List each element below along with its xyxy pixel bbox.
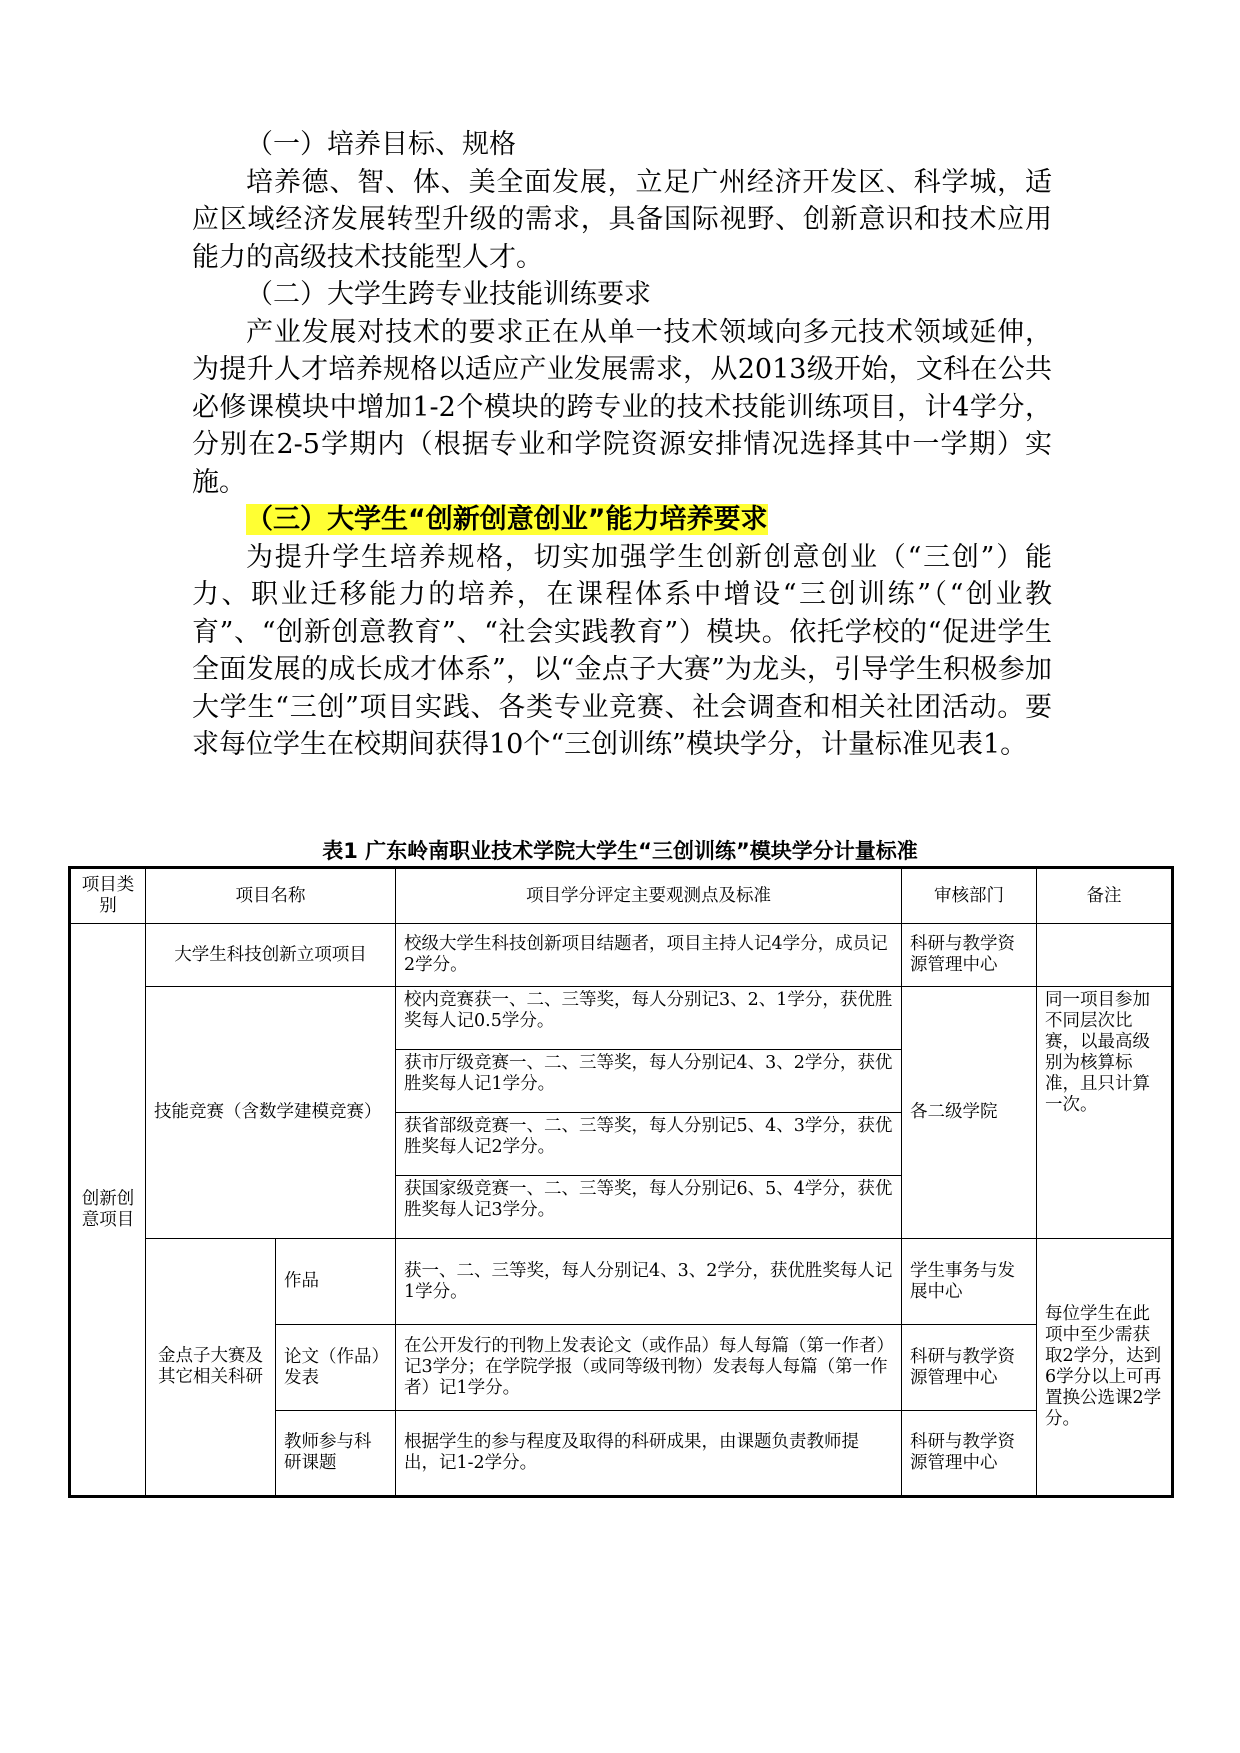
section3-paragraph: 为提升学生培养规格，切实加强学生创新创意创业（“三创”）能力、职业迁移能力的培养，在课程体系中增设“三创训练”（“创业教育”、“创新创意教育”、“社会实践教育”）模块。依托学校的“促进学生全面发展的成长成才体系”，以“金点子大赛”为龙头，引导学生积极参加大学生“三创”项目实践、各类专业竞赛、社会调查和相关社团活动。要求每位学生在校期间获得10个“三创训练”模块学分，计量标准见表1。 [192,541,1052,760]
dept-cell: 学生事务与发展中心 [902,1239,1037,1325]
note-cell: 每位学生在此项中至少需获取2学分，达到6学分以上可再置换公选课2学分。 [1037,1239,1173,1497]
criteria-cell: 校内竞赛获一、二、三等奖，每人分别记3、2、1学分，获优胜奖每人记0.5学分。 [396,987,902,1050]
header-note: 备注 [1037,868,1173,924]
section1-heading: （一）培养目标、规格 [246,129,516,160]
section2-heading: （二）大学生跨专业技能训练要求 [246,279,651,310]
dept-cell: 科研与教学资源管理中心 [902,1325,1037,1411]
note-cell [1037,924,1173,987]
project-name-cell: 大学生科技创新立项项目 [146,924,396,987]
table-row [70,1239,1173,1325]
criteria-cell: 获市厅级竞赛一、二、三等奖，每人分别记4、3、2学分，获优胜奖每人记1学分。 [396,1050,902,1113]
project-name-cell: 金点子大赛及其它相关科研 [146,1239,276,1497]
table-row [70,987,1173,1050]
section3-heading: （三）大学生“创新创意创业”能力培养要求 [246,504,768,535]
sub-project-cell: 论文（作品）发表 [276,1325,396,1411]
credit-standard-table [68,866,1174,1498]
note-cell: 同一项目参加不同层次比赛，以最高级别为核算标准，且只计算一次。 [1037,987,1173,1239]
header-name: 项目名称 [146,868,396,924]
criteria-cell: 获一、二、三等奖，每人分别记4、3、2学分，获优胜奖每人记1学分。 [396,1239,902,1325]
criteria-cell: 获国家级竞赛一、二、三等奖，每人分别记6、5、4学分，获优胜奖每人记3学分。 [396,1176,902,1239]
project-name-cell: 技能竞赛（含数学建模竞赛） [146,987,396,1239]
header-dept: 审核部门 [902,868,1037,924]
document-body [192,126,1052,764]
criteria-cell: 校级大学生科技创新项目结题者，项目主持人记4学分，成员记2学分。 [396,924,902,987]
dept-cell: 各二级学院 [902,987,1037,1239]
section1-paragraph: 培养德、智、体、美全面发展，立足广州经济开发区、科学城，适应区域经济发展转型升级的需求，具备国际视野、创新意识和技术应用能力的高级技术技能型人才。 [192,166,1052,273]
section2-paragraph: 产业发展对技术的要求正在从单一技术领域向多元技术领域延伸，为提升人才培养规格以适应产业发展需求，从2013级开始，文科在公共必修课模块中增加1-2个模块的跨专业的技术技能训练项目，计4学分，分别在2-5学期内（根据专业和学院资源安排情况选择其中一学期）实施。 [192,316,1052,498]
header-category: 项目类别 [70,868,146,924]
sub-project-cell: 作品 [276,1239,396,1325]
table-title: 表1 广东岭南职业技术学院大学生“三创训练”模块学分计量标准 [322,839,918,863]
criteria-cell: 获省部级竞赛一、二、三等奖，每人分别记5、4、3学分，获优胜奖每人记2学分。 [396,1113,902,1176]
sub-project-cell: 教师参与科研课题 [276,1411,396,1497]
dept-cell: 科研与教学资源管理中心 [902,924,1037,987]
dept-cell: 科研与教学资源管理中心 [902,1411,1037,1497]
criteria-cell: 根据学生的参与程度及取得的科研成果，由课题负责教师提出，记1-2学分。 [396,1411,902,1497]
table-row [70,924,1173,987]
category-cell: 创新创意项目 [70,924,146,1497]
header-criteria: 项目学分评定主要观测点及标准 [396,868,902,924]
criteria-cell: 在公开发行的刊物上发表论文（或作品）每人每篇（第一作者）记3学分；在学院学报（或同等级刊物）发表每人每篇（第一作者）记1学分。 [396,1325,902,1411]
table-header-row [70,868,1173,924]
